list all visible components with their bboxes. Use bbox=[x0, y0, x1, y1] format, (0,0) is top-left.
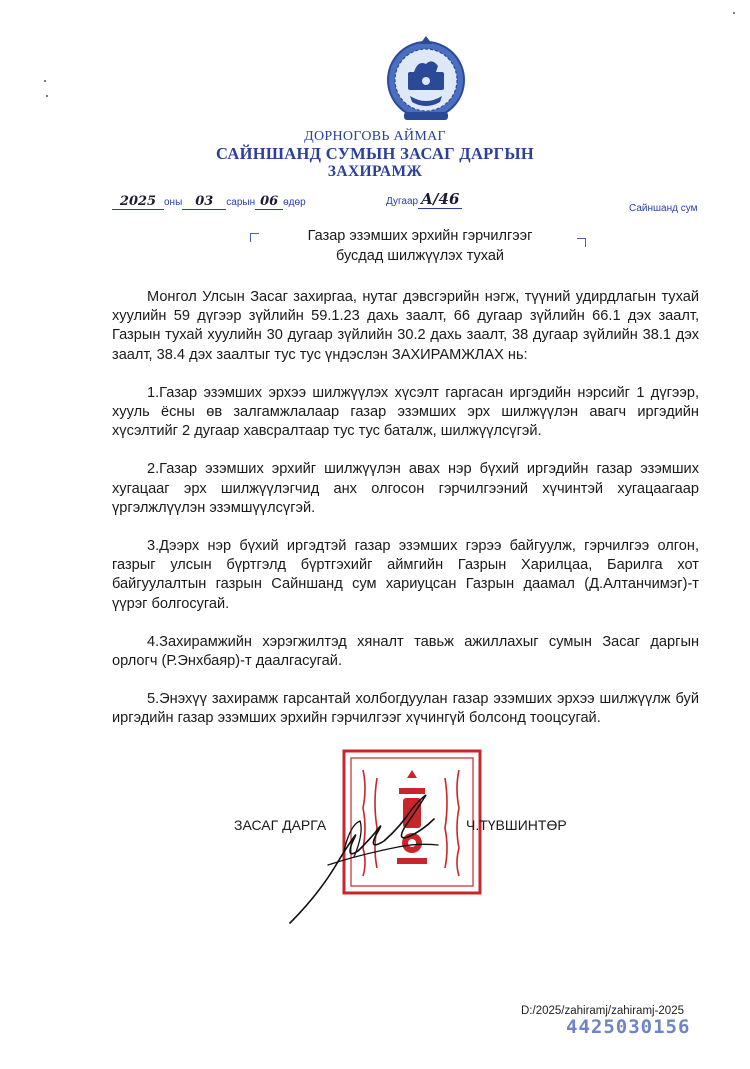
place-label: Сайншанд сум bbox=[629, 203, 698, 214]
subject-line-1: Газар эзэмших эрхийн гэрчилгээг bbox=[307, 228, 533, 244]
scan-speck bbox=[44, 80, 46, 82]
date-line bbox=[112, 192, 306, 210]
scan-speck bbox=[733, 12, 735, 14]
scan-speck bbox=[46, 95, 48, 97]
number-handwritten: А/46 bbox=[418, 190, 462, 209]
region-heading: ДОРНОГОВЬ АЙМАГ bbox=[304, 129, 446, 144]
handwritten-signature bbox=[288, 785, 448, 925]
year-suffix: оны bbox=[164, 197, 183, 208]
registration-number: 4425030156 bbox=[566, 1016, 691, 1038]
month-suffix: сарын bbox=[226, 197, 256, 208]
document-number bbox=[386, 190, 462, 209]
file-path: D:/2025/zahiramj/zahiramj-2025 bbox=[521, 1005, 684, 1017]
signatory-title: ЗАСАГ ДАРГА bbox=[234, 817, 327, 833]
day-suffix: өдөр bbox=[283, 197, 306, 208]
order-item-2: 2.Газар эзэмших эрхийг шилжүүлэн авах нэр бүхий иргэдийн газар эзэмших хугацааг эрх шилжүүлэгчид анх олгосон гэрчилгээний хүчинтэй хугацаагаар үргэлжлүүлэн эзэмшүүлсүгэй. bbox=[112, 461, 699, 516]
year-handwritten: 2025 bbox=[112, 194, 164, 210]
intro-paragraph: Монгол Улсын Засаг захиргаа, нутаг дэвсгэрийн нэгж, түүний удирдлагын тухай хуулийн 59 дүгээр зүйлийн 59.1.23 дахь заалт, 66 дугаар зүйлийн 66.1 дэх заалт, Газрын тухай хуулийн 30 дугаар зүйлийн 30.2 дахь заалт, 38 дугаар зүйлийн 38.1 дэх заалт, 38.4 дэх заалтыг тус тус үндэслэн ЗАХИРАМЖЛАХ нь: bbox=[112, 289, 699, 363]
order-item-3: 3.Дээрх нэр бүхий иргэдтэй газар эзэмших гэрээ байгуулж, гэрчилгээ олгон, газрыг улсын бүртгэлд бүртгэхийг аймгийн Газрын Харилцаа, Барилга хот байгуулалтын газрын Сайншанд сум хариуцсан Газрын даамал (Д.Алтанчимэг)-т үүрэг болгосугай. bbox=[112, 538, 699, 612]
office-heading: САЙНШАНД СУМЫН ЗАСАГ ДАРГЫН bbox=[216, 144, 534, 163]
subject-corner-left bbox=[250, 233, 259, 242]
subject-title bbox=[260, 226, 580, 266]
month-handwritten: 03 bbox=[182, 194, 226, 210]
day-handwritten: 06 bbox=[255, 194, 283, 210]
signatory-name: Ч.ТҮВШИНТӨР bbox=[466, 817, 567, 833]
order-item-5: 5.Энэхүү захирамж гарсантай холбогдуулан газар эзэмших эрхээ шилжүүлж буй иргэдийн газар эзэмших эрхийн гэрчилгээг хүчингүй болсонд тооцсугай. bbox=[112, 691, 699, 727]
number-label: Дугаар bbox=[386, 196, 419, 207]
order-item-4: 4.Захирамжийн хэрэгжилтэд хяналт тавьж ажиллахыг сумын Засаг даргын орлогч (Р.Энхбаяр)-т даалгасугай. bbox=[112, 633, 699, 670]
subject-line-2: бусдад шилжүүлэх тухай bbox=[335, 248, 504, 264]
document-body bbox=[112, 288, 699, 748]
order-item-1: 1.Газар эзэмших эрхээ шилжүүлэх хүсэлт гаргасан иргэдийн нэрсийг 1 дүгээр, хууль ёсны өв залгамжлалаар газар эзэмших эрх шилжүүлэн авагч иргэдийн хүсэлтийг 2 дугаар хавсралтаар тус тус баталж, шилжүүлсүгэй. bbox=[112, 384, 699, 440]
state-emblem-icon bbox=[384, 36, 468, 126]
document-type-heading: ЗАХИРАМЖ bbox=[327, 163, 423, 180]
